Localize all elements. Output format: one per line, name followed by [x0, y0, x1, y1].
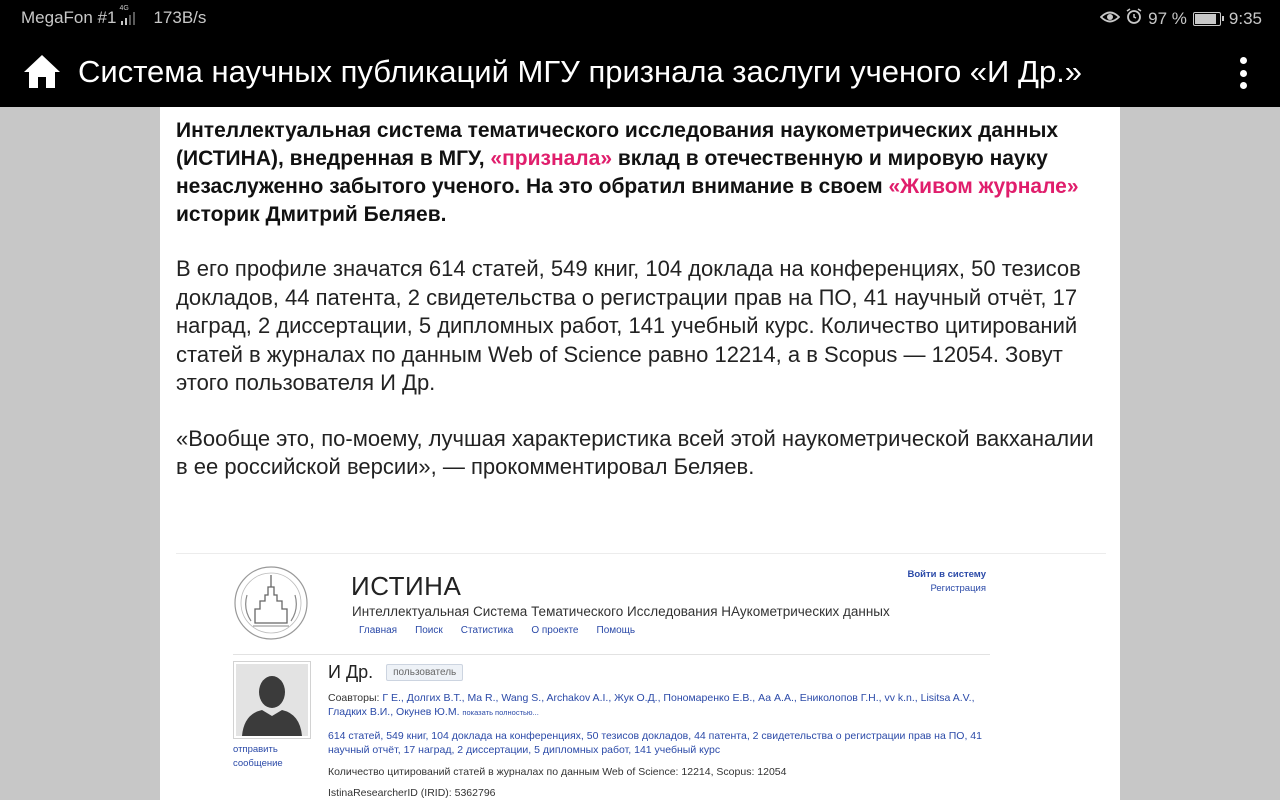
user-badge: пользователь	[386, 664, 463, 681]
profile-stats[interactable]: 614 статей, 549 книг, 104 доклада на конференциях, 50 тезисов докладов, 44 патента, 2 свидетельства о регистрации прав на ПО, 41 научный отчёт, 17 наград, 2 диссертации, 5 дипломных работ, 141 учебный курс	[328, 730, 982, 756]
home-button[interactable]	[22, 52, 62, 92]
coauthors	[328, 691, 998, 720]
page-title: Система научных публикаций МГУ признала заслуги ученого «И Др.»	[78, 54, 1083, 89]
profile-info	[328, 662, 998, 799]
eye-icon	[1100, 9, 1120, 29]
lead-text: историк Дмитрий Беляев.	[176, 203, 447, 226]
login-box	[907, 568, 986, 596]
network-speed: 173B/s	[153, 8, 207, 27]
article-lead	[176, 117, 1096, 229]
dot	[1240, 57, 1247, 64]
divider	[233, 654, 990, 655]
link-priznala[interactable]: «признала»	[490, 147, 613, 170]
researcher-id: IstinaResearcherID (IRID): 5362796	[328, 787, 496, 799]
app-bar	[0, 36, 1280, 107]
battery-icon	[1193, 12, 1221, 26]
profile-name: И Др.	[328, 662, 374, 682]
network-type: 4G	[119, 5, 129, 12]
user-silhouette-icon	[236, 664, 308, 736]
coauthors-list[interactable]: Г Е., Долгих В.Т., Ma R., Wang S., Archakov A.I., Жук О.Д., Пономаренко Е.В., Аа А.А., Ениколопов Г.Н., vv k.n., Lisitsa A.V., Гладких В.И., Окунев Ю.М.	[328, 692, 975, 718]
carrier-name: MegaFon #1	[21, 8, 117, 27]
show-more-link[interactable]: показать полностью...	[462, 708, 539, 717]
avatar	[233, 661, 311, 739]
nav-about[interactable]: О проекте	[531, 625, 579, 636]
nav-home[interactable]: Главная	[359, 625, 398, 636]
alarm-icon	[1126, 8, 1142, 29]
lead-text: Интеллектуальная система тематического исследования наукометрических данных (ИСТИНА), внедренная в МГУ,	[176, 119, 1059, 170]
clock: 9:35	[1228, 8, 1262, 28]
signal-icon	[119, 5, 137, 25]
lead-text: вклад в отечественную и мировую науку незаслуженно забытого ученого. На это обратил внимание в своем	[176, 147, 1048, 198]
status-right	[1100, 8, 1262, 29]
article-quote: «Вообще это, по-моему, лучшая характеристика всей этой наукометрической вакханалии в ее российской версии», — прокомментировал Беляев.	[176, 425, 1094, 479]
profile-header	[328, 662, 998, 683]
article-paragraph: В его профиле значатся 614 статей, 549 книг, 104 доклада на конференциях, 50 тезисов докладов, 44 патента, 2 свидетельства о регистрации прав на ПО, 41 научный отчёт, 17 наград, 2 диссертации, 5 дипломных работ, 141 учебный курс. Количество цитирований статей в журналах по данным Web of Science равно 12214, а в Scopus — 12054. Зовут этого пользователя И Др.	[176, 256, 1081, 395]
status-left	[21, 5, 207, 28]
avatar-placeholder	[236, 664, 308, 736]
home-icon	[22, 52, 62, 92]
battery-percent: 97 %	[1148, 8, 1187, 28]
site-nav	[359, 625, 635, 636]
msu-logo	[233, 565, 309, 641]
status-bar	[0, 0, 1280, 36]
link-livejournal[interactable]: «Живом журнале»	[888, 175, 1079, 198]
dot	[1240, 82, 1247, 89]
citations: Количество цитирований статей в журналах по данным Web of Science: 12214, Scopus: 12054	[328, 766, 787, 778]
overflow-menu-button[interactable]	[1228, 55, 1258, 91]
register-link[interactable]: Регистрация	[930, 583, 986, 594]
article-body	[176, 117, 1096, 482]
coauthors-label: Соавторы:	[328, 692, 383, 704]
dot	[1240, 70, 1247, 77]
login-link[interactable]: Войти в систему	[907, 569, 986, 580]
nav-search[interactable]: Поиск	[415, 625, 443, 636]
send-message-link[interactable]: отправить сообщение	[233, 744, 283, 769]
embedded-screenshot[interactable]	[176, 553, 1106, 800]
nav-statistics[interactable]: Статистика	[460, 625, 514, 636]
site-description: Интеллектуальная Система Тематического Исследования НАукометрических данных	[352, 604, 890, 619]
nav-help[interactable]: Помощь	[596, 625, 636, 636]
article	[160, 107, 1120, 800]
site-name: ИСТИНА	[351, 571, 462, 601]
